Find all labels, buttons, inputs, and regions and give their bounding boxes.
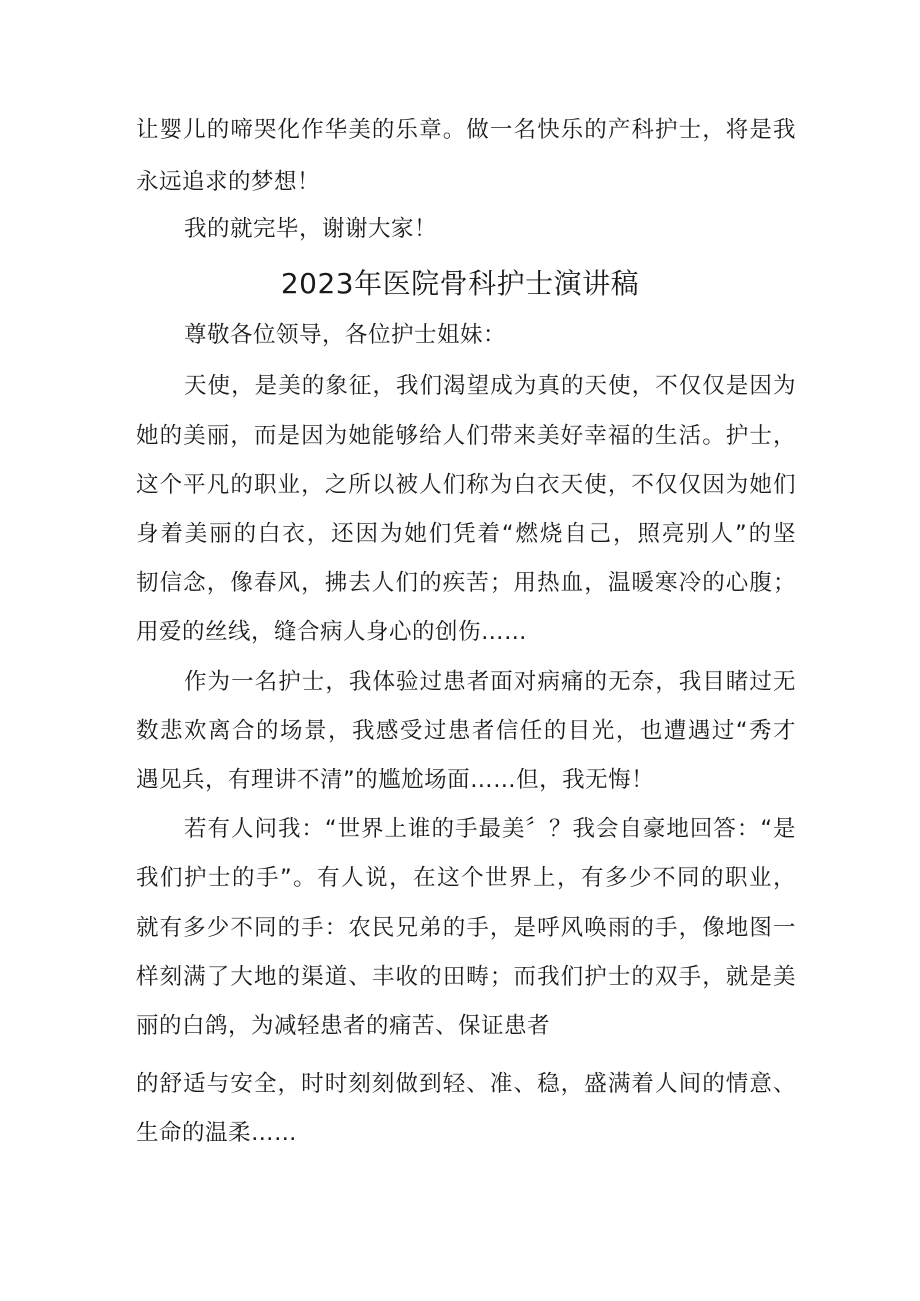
text-line: 天使，是美的象征，我们渴望成为真的天使，不仅仅是因为 [184, 373, 796, 399]
text-line: 就有多少不同的手：农民兄弟的手，是呼风唤雨的手，像地图一 [136, 915, 796, 941]
text-line: 身着美丽的白衣，还因为她们凭着“燃烧自己，照亮别人”的坚 [136, 521, 796, 547]
text-line: 用爱的丝线，缝合病人身心的创伤…… [136, 619, 528, 645]
text-line: 作为一名护士，我体验过患者面对病痛的无奈，我目睹过无 [184, 669, 796, 695]
text-line: 她的美丽，而是因为她能够给人们带来美好幸福的生活。护士， [136, 423, 796, 449]
text-line: 遇见兵，有理讲不清”的尴尬场面……但，我无悔！ [136, 767, 655, 793]
text-line: 的舒适与安全，时时刻刻做到轻、准、稳，盛满着人间的情意、 [136, 1071, 796, 1097]
document-title: 2023年医院骨科护士演讲稿 [280, 267, 640, 300]
text-line: 永远追求的梦想！ [136, 169, 321, 195]
text-line: 若有人问我：“世界上谁的手最美〞？我会自豪地回答：“是 [184, 816, 796, 842]
text-line: 韧信念，像春风，拂去人们的疾苦；用热血，温暖寒冷的心腹； [136, 570, 796, 596]
text-line: 丽的白鸽，为减轻患者的痛苦、保证患者 [136, 1013, 551, 1039]
text-line: 我们护士的手”。有人说，在这个世界上，有多少不同的职业， [136, 865, 796, 891]
text-line: 数悲欢离合的场景，我感受过患者信任的目光，也遭遇过“秀才 [136, 718, 796, 744]
text-line: 生命的温柔…… [136, 1120, 298, 1146]
text-line: 我的就完毕，谢谢大家！ [184, 216, 438, 242]
text-line: 样刻满了大地的渠道、丰收的田畴；而我们护士的双手，就是美 [136, 964, 796, 990]
text-line: 让婴儿的啼哭化作华美的乐章。做一名快乐的产科护士，将是我 [136, 117, 796, 143]
salutation: 尊敬各位领导，各位护士姐妹： [184, 322, 507, 348]
text-line: 这个平凡的职业，之所以被人们称为白衣天使，不仅仅因为她们 [136, 472, 796, 498]
